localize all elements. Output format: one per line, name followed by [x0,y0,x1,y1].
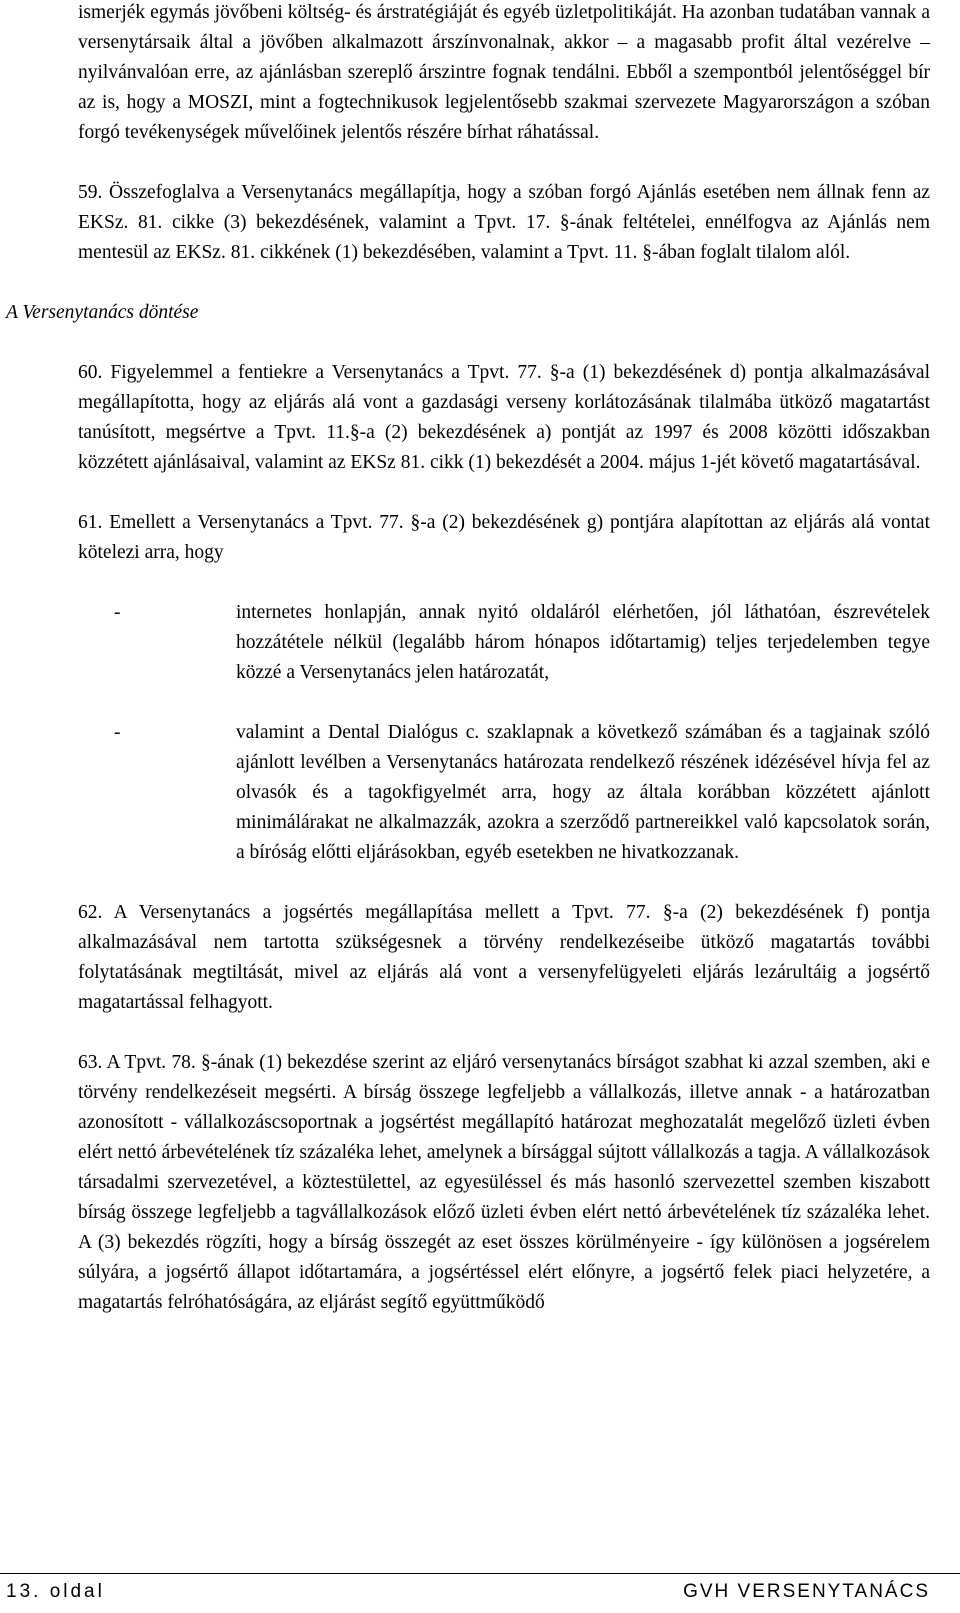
page-footer [0,1573,960,1613]
list-item [78,718,930,868]
list-item-text: internetes honlapján, annak nyitó oldaláról elérhetően, jól láthatóan, észrevételek hozzátétele nélkül (legalább három hónapos időtartamig) teljes terjedelemben tegye közzé a Versenytanács jelen határozatát, [236,602,930,683]
obligation-list [78,598,930,868]
paragraph-62: 62. A Versenytanács a jogsértés megállapítása mellett a Tpvt. 77. §-a (2) bekezdésének f) pontja alkalmazásával nem tartotta szükségesnek a törvény rendelkezéseibe ütköző magatartás további folytatásának megtiltását, mivel az eljárás alá vont a versenyfelügyeleti eljárás lezárultáig a jogsértő magatartással felhagyott. [78,902,930,1013]
list-marker: - [114,602,121,623]
list-item [78,598,930,688]
list-marker: - [114,722,121,743]
footer-divider [0,1573,960,1574]
intro-paragraph: ismerjék egymás jövőbeni költség- és árstratégiáját és egyéb üzletpolitikáját. Ha azonban tudatában vannak a versenytársaik által a jövőben alkalmazott árszínvonalnak, akkor – a magasabb profit által vezérelve – nyilvánvalóan erre, az ajánlásban szereplő árszintre fognak tendálni. Ebből a szempontból jelentőséggel bír az is, hogy a MOSZI, mint a fogtechnikusok legjelentősebb szakmai szervezete Magyarországon a szóban forgó tevékenységek művelőinek jelentős részére bírhat ráhatással. [78,2,930,143]
paragraph-61: 61. Emellett a Versenytanács a Tpvt. 77. §-a (2) bekezdésének g) pontjára alapítottan az eljárás alá vontat kötelezi arra, hogy [78,512,930,563]
section-heading: A Versenytanács döntése [6,302,199,323]
organization-label: GVH VERSENYTANÁCS [683,1581,930,1602]
list-item-text: valamint a Dental Dialógus c. szaklapnak a következő számában és a tagjainak szóló ajánlott levélben a Versenytanács határozata rendelkező részének idézésével hívja fel az olvasók és a tagokfigyelmét arra, hogy az általa korábban közzétett ajánlott minimálárakat ne alkalmazzák, azokra a szerződő partnereikkel való kapcsolatok során, a bíróság előtti eljárásokban, egyéb esetekben ne hivatkozzanak. [236,722,930,863]
document-body [6,0,930,1318]
paragraph-59: 59. Összefoglalva a Versenytanács megállapítja, hogy a szóban forgó Ajánlás esetében nem állnak fenn az EKSz. 81. cikke (3) bekezdésének, valamint a Tpvt. 17. §-ának feltételei, ennélfogva az Ajánlás nem mentesül az EKSz. 81. cikkének (1) bekezdésében, valamint a Tpvt. 11. §-ában foglalt tilalom alól. [78,182,930,263]
page-number: 13. oldal [6,1581,105,1602]
paragraph-63: 63. A Tpvt. 78. §-ának (1) bekezdése szerint az eljáró versenytanács bírságot szabhat ki azzal szemben, aki e törvény rendelkezéseit megsérti. A bírság összege legfeljebb a vállalkozás, illetve annak - a határozatban azonosított - vállalkozáscsoportnak a jogsértést megállapító határozat meghozatalát megelőző üzleti évben elért nettó árbevételének tíz százaléka lehet, amelynek a bírsággal sújtott vállalkozás a tagja. A vállalkozások társadalmi szervezetével, a köztestülettel, az egyesüléssel és más hasonló szervezettel szemben kiszabott bírság összege legfeljebb a tagvállalkozások előző üzleti évben elért nettó árbevételének tíz százaléka lehet. A (3) bekezdés rögzíti, hogy a bírság összegét az eset összes körülményeire - így különösen a jogsérelem súlyára, a jogsértő állapot időtartamára, a jogsértéssel elért előnyre, a jogsértő felek piaci helyzetére, a magatartás felróhatóságára, az eljárást segítő együttműködő [78,1052,930,1313]
paragraph-60: 60. Figyelemmel a fentiekre a Versenytanács a Tpvt. 77. §-a (1) bekezdésének d) pontja alkalmazásával megállapította, hogy az eljárás alá vont a gazdasági verseny korlátozásának tilalmába ütköző magatartást tanúsított, megsértve a Tpvt. 11.§-a (2) bekezdésének a) pontját az 1997 és 2008 közötti időszakban közzétett ajánlásaival, valamint az EKSz 81. cikk (1) bekezdését a 2004. május 1-jét követő magatartásával. [78,362,930,473]
